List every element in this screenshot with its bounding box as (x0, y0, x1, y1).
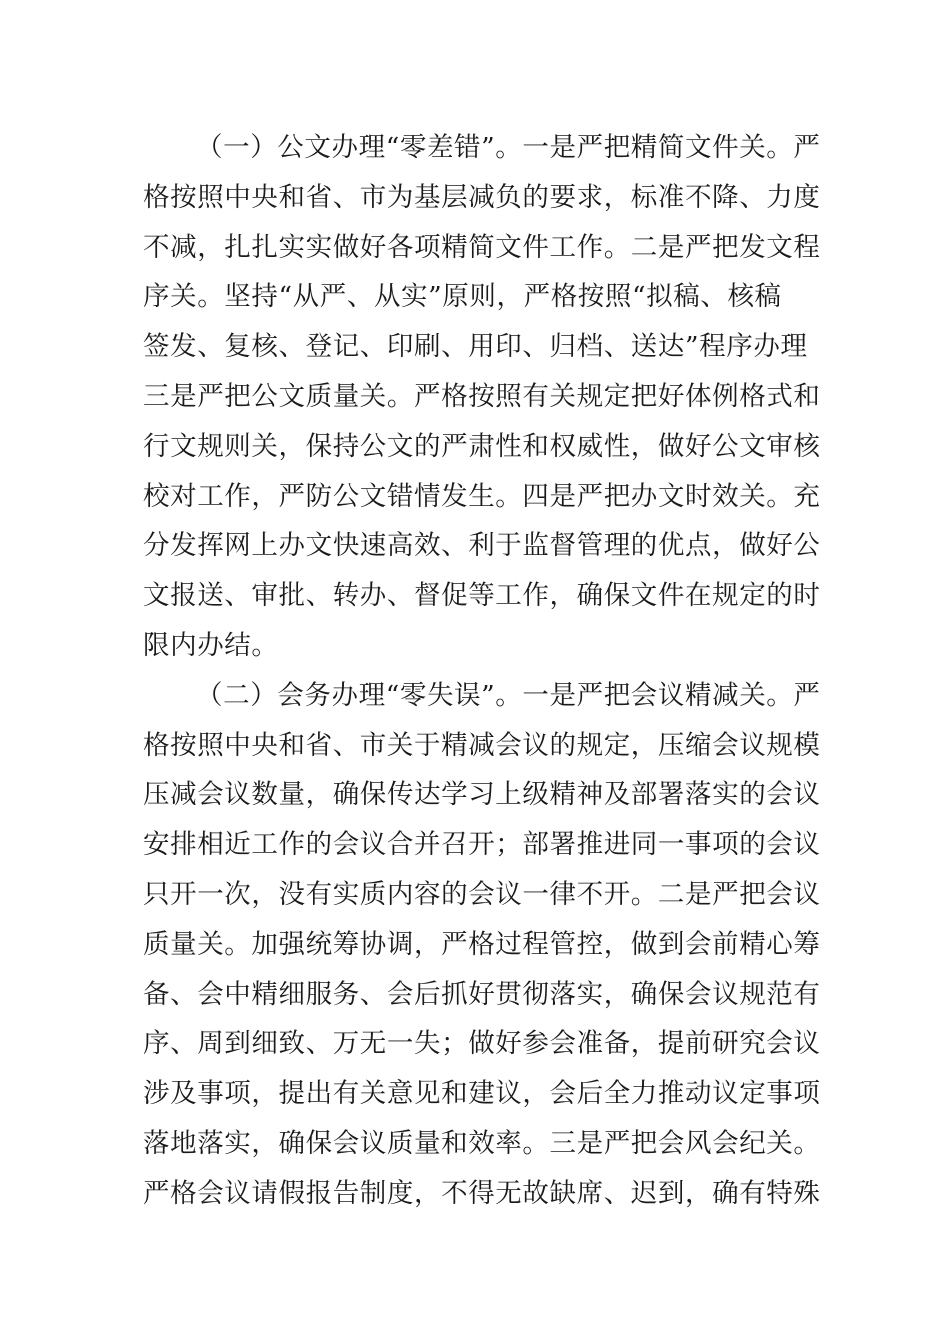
paragraph-line: 三是严把公文质量关。严格按照有关规定把好体例格式和 (143, 380, 821, 412)
paragraph-line: 限内办结。 (143, 629, 279, 661)
document-body (143, 123, 821, 1219)
paragraph-2 (143, 671, 821, 1219)
paragraph-line: 只开一次，没有实质内容的会议一律不开。二是严把会议 (143, 878, 821, 910)
paragraph-line: 行文规则关，保持公文的严肃性和权威性，做好公文审核 (143, 430, 821, 462)
paragraph-line: 格按照中央和省、市为基层减负的要求，标准不降、力度 (143, 181, 821, 213)
paragraph-line: 落地落实，确保会议质量和效率。三是严把会风会纪关。 (143, 1127, 821, 1159)
paragraph-line: 严格会议请假报告制度，不得无故缺席、迟到，确有特殊 (143, 1177, 821, 1209)
paragraph-1 (143, 123, 821, 671)
paragraph-line: 校对工作，严防公文错情发生。四是严把办文时效关。充 (143, 480, 821, 512)
paragraph-line: 安排相近工作的会议合并召开；部署推进同一事项的会议 (143, 829, 821, 861)
paragraph-line: 分发挥网上办文快速高效、利于监督管理的优点，做好公 (143, 530, 821, 562)
paragraph-line: （一）公文办理“零差错”。一是严把精简文件关。严 (196, 132, 821, 163)
paragraph-line: 文报送、审批、转办、督促等工作，确保文件在规定的时 (143, 580, 821, 612)
paragraph-line: （二）会务办理“零失误”。一是严把会议精减关。严 (196, 679, 821, 711)
paragraph-line: 不减，扎扎实实做好各项精简文件工作。二是严把发文程 (143, 231, 821, 263)
paragraph-line: 签发、复核、登记、印刷、用印、归档、送达”程序办理 (143, 331, 808, 363)
paragraph-line: 压减会议数量，确保传达学习上级精神及部署落实的会议 (143, 779, 821, 811)
paragraph-line: 格按照中央和省、市关于精减会议的规定，压缩会议规模 (143, 729, 821, 761)
paragraph-line: 质量关。加强统筹协调，严格过程管控，做到会前精心筹 (143, 928, 821, 960)
paragraph-line: 备、会中精细服务、会后抓好贯彻落实，确保会议规范有 (143, 978, 821, 1010)
paragraph-line: 序关。坚持“从严、从实”原则，严格按照“拟稿、核稿 (143, 281, 782, 313)
paragraph-line: 序、周到细致、万无一失；做好参会准备，提前研究会议 (143, 1028, 821, 1060)
paragraph-line: 涉及事项，提出有关意见和建议，会后全力推动议定事项 (143, 1078, 821, 1110)
